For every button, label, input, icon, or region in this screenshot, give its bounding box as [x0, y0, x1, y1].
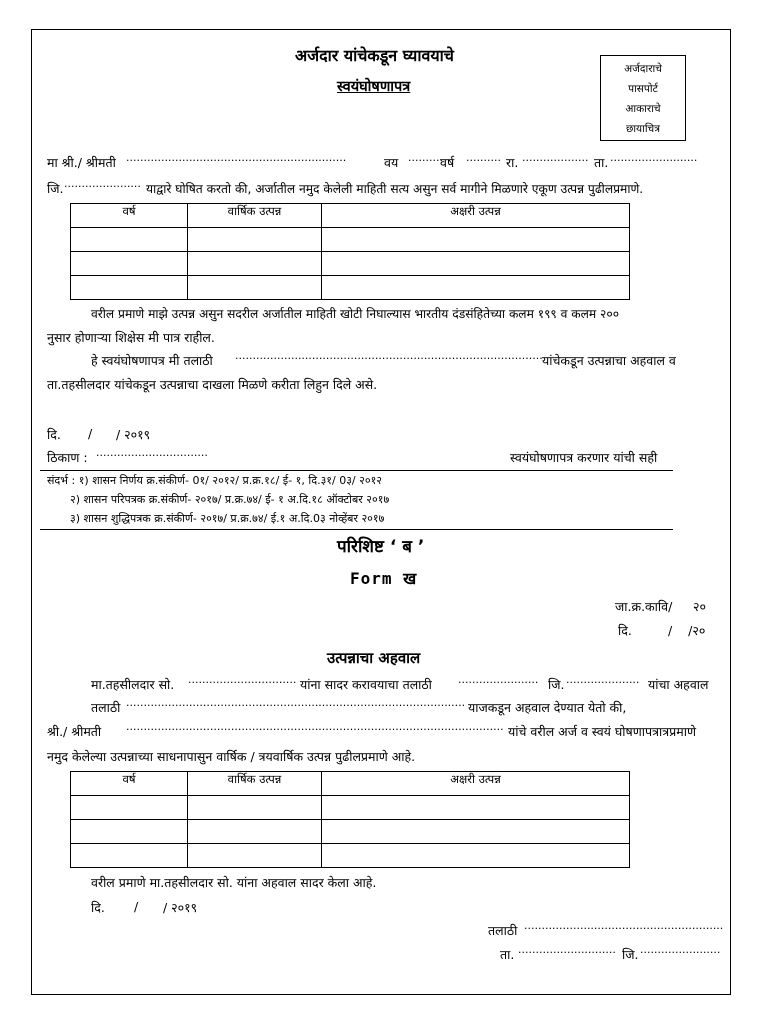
signature-taluka-label: ता.: [500, 947, 515, 962]
applicant-name-field[interactable]: ············································································································: [126, 723, 504, 736]
place-field[interactable]: ································: [96, 449, 208, 462]
report-date-label: दि.: [618, 623, 632, 638]
report-date-label-2: दि.: [91, 900, 105, 915]
report-line3-text: श्री./ श्रीमती: [47, 724, 102, 739]
table-cell[interactable]: [322, 276, 630, 300]
taluka-field[interactable]: ·························: [610, 154, 698, 167]
form-kha-title: Form ख: [350, 569, 418, 588]
table-cell[interactable]: [188, 252, 322, 276]
report-line1-text: यांना सादर करावयाचा तलाठी: [300, 677, 432, 692]
table-header-cell: अक्षरी उत्पन्न: [322, 772, 630, 796]
form-title: अर्जदार यांचेकडून घ्यावयाचे: [295, 46, 454, 65]
photo-box: [600, 55, 686, 141]
table-cell[interactable]: [322, 796, 630, 820]
signature-label: स्वयंघोषणापत्र करणार यांची सही: [510, 450, 658, 465]
talathi-signature-field[interactable]: ·························································: [524, 922, 724, 935]
table-cell[interactable]: [322, 228, 630, 252]
table-cell[interactable]: [71, 252, 188, 276]
reference-line: २) शासन परिपत्रक क्र.संकीर्ण- २०१७/ प्र.क्र.७४/ ई- १ अ.दि.१८ ऑक्टोबर २०१७: [70, 493, 390, 506]
penalty-text-line1: वरील प्रमाणे माझे उत्पन्न असुन सदरील अर्जातील माहिती खोटी निघाल्यास भारतीय दंडसंहितेच्या कलम १९९ व कलम २००: [91, 307, 620, 321]
declaration-text: याद्वारे घोषित करतो की, अर्जातील नमुद केलेली माहिती सत्य असुन सर्व मागीने मिळणारे एकूण उत्पन्न पुढीलप्रमाणे.: [146, 182, 644, 196]
table-header-row: [71, 204, 630, 228]
certificate-request-text: ता.तहसीलदार यांचेकडून उत्पन्नाचा दाखला मिळणे करीता लिहुन दिले असे.: [47, 377, 378, 392]
table-cell[interactable]: [71, 228, 188, 252]
date-year: / २०१९: [163, 900, 198, 915]
table-cell[interactable]: [188, 820, 322, 844]
table-cell[interactable]: [322, 844, 630, 868]
reference-line: संदर्भ : १) शासन निर्णय क्र.संकीर्ण- 0१/ २०१२/ प्र.क्र.१८/ ई- १, दि.३१/ 0३/ २०१२: [47, 474, 383, 487]
date-year: / २०१९: [116, 427, 151, 442]
photo-label-line: अर्जदाराचे: [624, 63, 662, 75]
reference-line: ३) शासन शुद्धिपत्रक क्र.संकीर्ण- २०१७/ प्र.क्र.७४/ ई.१ अ.दि.0३ नोव्हेंबर २०१७: [70, 512, 385, 525]
date-separator: /: [88, 426, 93, 441]
talathi-signature-label: तलाठी: [488, 923, 518, 938]
talathi-name-field-2[interactable]: ·································································································: [126, 699, 466, 712]
report-line4-text: नमुद केलेल्या उत्पन्नाच्या साधनापासुन वार्षिक / त्रयवार्षिक उत्पन्न पुढीलप्रमाणे आहे.: [47, 749, 416, 764]
reference-number-label: जा.क्र.कावि/: [615, 599, 673, 614]
talathi-name-field[interactable]: ························································································: [235, 352, 543, 365]
table-row: [71, 820, 630, 844]
report-date-value: / /२०: [668, 623, 706, 638]
divider: [40, 529, 673, 530]
table-cell[interactable]: [322, 820, 630, 844]
photo-label-line: आकाराचे: [625, 103, 661, 115]
residence-label: रा.: [506, 155, 519, 170]
signature-district-label: जि.: [622, 947, 639, 962]
table-header-cell: अक्षरी उत्पन्न: [322, 204, 630, 228]
report-line1-text: जि.: [548, 677, 565, 692]
table-row: [71, 276, 630, 300]
report-income-table: [70, 771, 630, 868]
talathi-sajja-field[interactable]: ·······················: [458, 676, 539, 689]
table-cell[interactable]: [71, 820, 188, 844]
reference-number-year: २०: [693, 599, 707, 614]
appendix-title: परिशिष्ट ‘ ब ’: [337, 537, 425, 557]
table-row: [71, 228, 630, 252]
signature-district-field[interactable]: ·······················: [640, 946, 721, 959]
report-line2-text: तलाठी: [91, 700, 121, 715]
talathi-text-start: हे स्वयंघोषणापत्र मी तलाठी: [91, 353, 213, 368]
photo-label-line: पासपोर्ट: [628, 83, 658, 95]
table-row: [71, 796, 630, 820]
age-field[interactable]: ··········: [408, 154, 443, 167]
age-label: वय: [384, 155, 399, 170]
table-cell[interactable]: [322, 252, 630, 276]
table-cell[interactable]: [188, 844, 322, 868]
table-header-row: [71, 772, 630, 796]
photo-label-line: छायाचित्र: [625, 123, 661, 135]
residence-field[interactable]: ···················: [522, 154, 589, 167]
penalty-text-line2: नुसार होणाऱ्या शिक्षेस मी पात्र राहील.: [47, 330, 215, 345]
report-district-field[interactable]: ·····················: [566, 676, 640, 689]
talathi-text-end: यांचेकडून उत्पन्नाचा अहवाल व: [542, 353, 676, 368]
table-cell[interactable]: [71, 796, 188, 820]
taluka-label: ता.: [594, 155, 609, 170]
report-line1-text: मा.तहसीलदार सो.: [91, 677, 175, 692]
table-header-cell: वर्ष: [71, 204, 188, 228]
report-line2-text: याजकडून अहवाल देण्यात येतो की,: [468, 700, 627, 715]
district-field[interactable]: ······················: [64, 180, 141, 193]
report-title: उत्पन्नाचा अहवाल: [327, 649, 421, 667]
form-subtitle: स्वयंघोषणापत्र: [337, 79, 411, 95]
closing-text: वरील प्रमाणे मा.तहसीलदार सो. यांना अहवाल सादर केला आहे.: [91, 875, 377, 890]
place-label: ठिकाण :: [47, 450, 88, 465]
table-header-cell: वार्षिक उत्पन्न: [188, 204, 322, 228]
table-cell[interactable]: [188, 796, 322, 820]
years-label: वर्ष: [440, 155, 455, 170]
name-label: मा श्री./ श्रीमती: [47, 155, 116, 170]
district-label: जि.: [47, 181, 64, 196]
table-cell[interactable]: [188, 228, 322, 252]
table-cell[interactable]: [71, 276, 188, 300]
years-field[interactable]: ··········: [466, 154, 501, 167]
table-cell[interactable]: [188, 276, 322, 300]
date-label: दि.: [47, 427, 61, 442]
table-row: [71, 844, 630, 868]
table-cell[interactable]: [71, 844, 188, 868]
date-separator: /: [134, 899, 139, 914]
report-line1-text: यांचा अहवाल: [648, 677, 709, 692]
signature-taluka-field[interactable]: ····························: [518, 946, 616, 959]
name-field[interactable]: ·······························································: [126, 154, 347, 167]
report-line3-text: यांचे वरील अर्ज व स्वयं घोषणापत्रात्रप्रमाणे: [508, 724, 697, 739]
income-table: [70, 203, 630, 300]
table-header-cell: वार्षिक उत्पन्न: [188, 772, 322, 796]
table-header-cell: वर्ष: [71, 772, 188, 796]
divider: [40, 470, 673, 471]
table-row: [71, 252, 630, 276]
tahsildar-field[interactable]: ·······························: [188, 676, 297, 689]
